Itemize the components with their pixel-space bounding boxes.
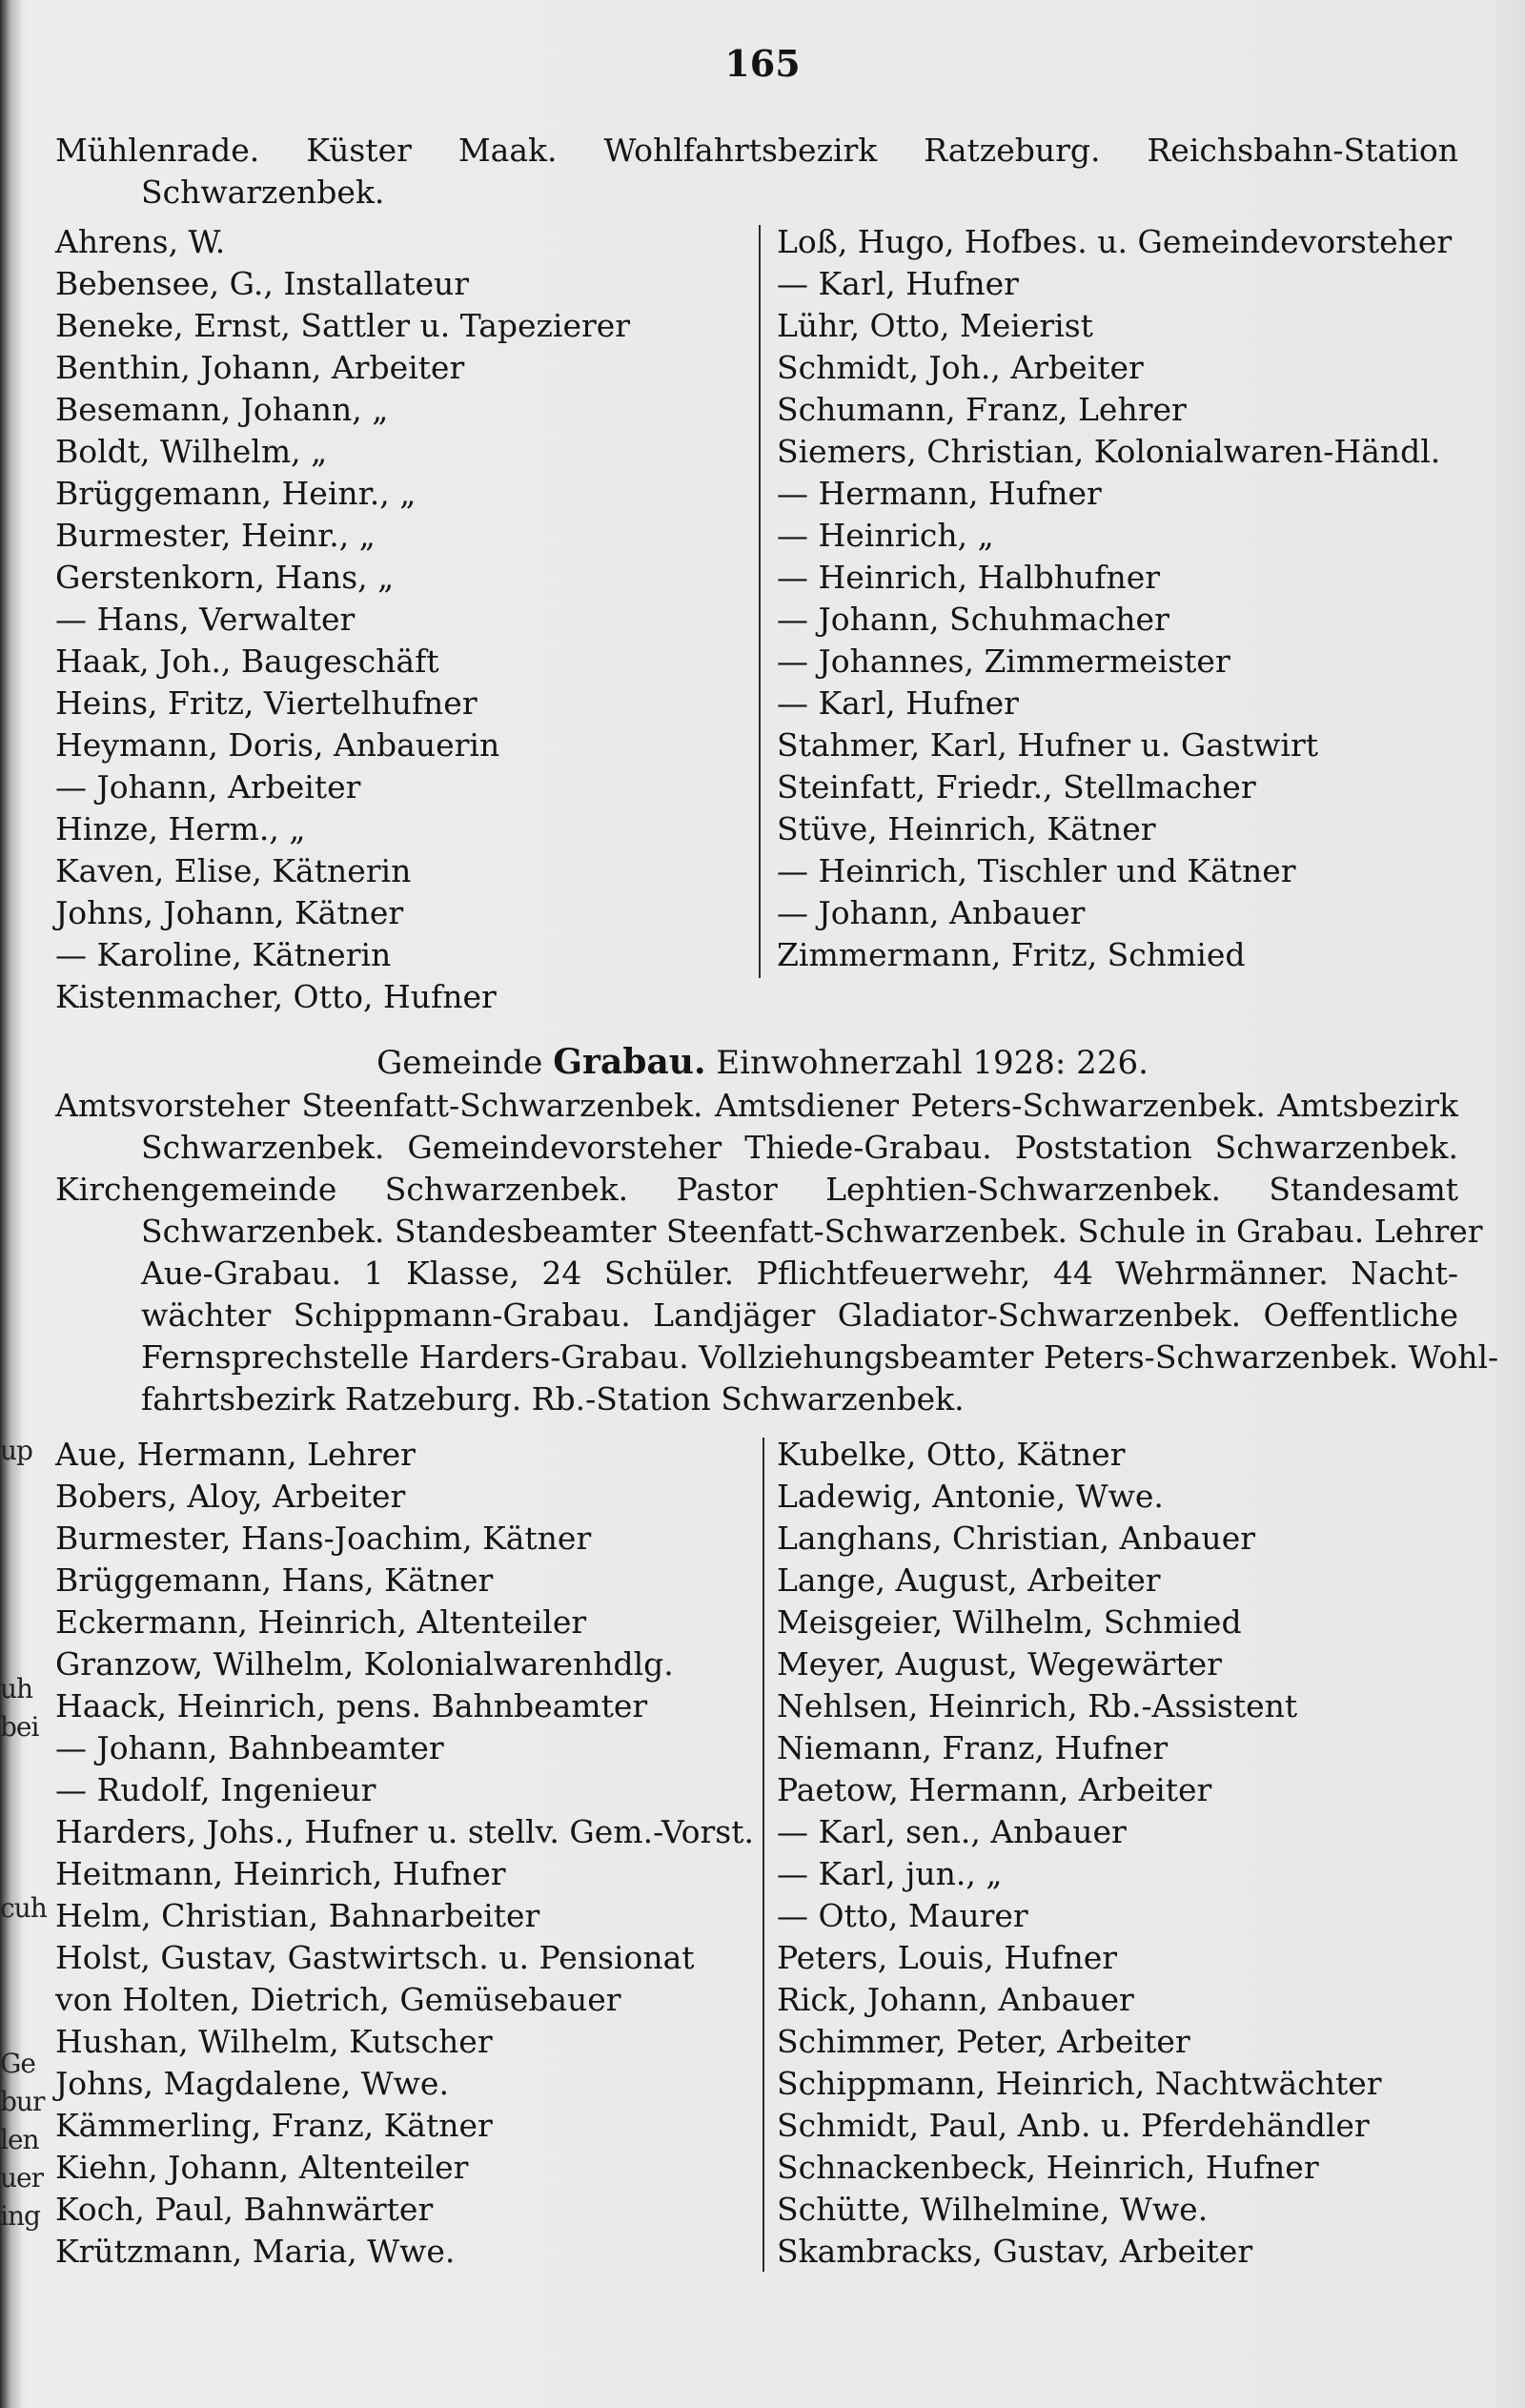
resident-entry: Harders, Johs., Hufner u. stellv. Gem.-Vorst.	[55, 1813, 754, 1850]
resident-entry: Heitmann, Heinrich, Hufner	[55, 1855, 506, 1892]
resident-entry: Ladewig, Antonie, Wwe.	[777, 1478, 1164, 1515]
resident-entry: Kiehn, Johann, Altenteiler	[55, 2149, 469, 2186]
resident-entry: — Johann, Bahnbeamter	[55, 1729, 444, 1766]
resident-entry: Lange, August, Arbeiter	[777, 1561, 1161, 1599]
resident-entry: Kistenmacher, Otto, Hufner	[55, 978, 497, 1015]
municipality-heading	[0, 1041, 1525, 1084]
resident-entry: Aue, Hermann, Lehrer	[55, 1436, 416, 1473]
resident-entry: Johns, Johann, Kätner	[55, 894, 404, 931]
resident-entry: Benthin, Johann, Arbeiter	[55, 349, 465, 386]
intro-line: Schwarzenbek. Standesbeamter Steenfatt-Schwarzenbek. Schule in Grabau. Lehrer	[141, 1213, 1483, 1250]
column-divider	[762, 1438, 764, 2272]
margin-fragment: up	[0, 1435, 32, 1466]
resident-entry: von Holten, Dietrich, Gemüsebauer	[55, 1981, 621, 2018]
resident-entry: — Rudolf, Ingenieur	[55, 1771, 376, 1808]
resident-entry: Peters, Louis, Hufner	[777, 1939, 1118, 1976]
resident-entry: Besemann, Johann, „	[55, 391, 389, 428]
resident-entry: Meyer, August, Wegewärter	[777, 1645, 1222, 1683]
resident-entry: Steinfatt, Friedr., Stellmacher	[777, 768, 1256, 806]
resident-entry: Burmester, Heinr., „	[55, 517, 376, 554]
resident-entry: Kämmerling, Franz, Kätner	[55, 2107, 493, 2144]
resident-entry: Kubelke, Otto, Kätner	[777, 1436, 1126, 1473]
resident-entry: — Karl, jun., „	[777, 1855, 1003, 1892]
section1-intro	[55, 130, 1458, 214]
resident-entry: Schmidt, Paul, Anb. u. Pferdehändler	[777, 2107, 1370, 2144]
margin-fragment: Ge	[0, 2048, 35, 2079]
resident-entry: Schumann, Franz, Lehrer	[777, 391, 1187, 428]
margin-fragment: bur	[0, 2086, 45, 2117]
resident-entry: Koch, Paul, Bahnwärter	[55, 2191, 434, 2228]
resident-entry: Heymann, Doris, Anbauerin	[55, 726, 500, 764]
section2-right-column	[777, 1434, 1463, 2273]
resident-entry: Meisgeier, Wilhelm, Schmied	[777, 1603, 1242, 1641]
resident-entry: Hushan, Wilhelm, Kutscher	[55, 2023, 493, 2060]
column-divider	[759, 225, 761, 978]
resident-entry: Burmester, Hans-Joachim, Kätner	[55, 1520, 592, 1557]
resident-entry: Lühr, Otto, Meierist	[777, 307, 1093, 344]
resident-entry: Eckermann, Heinrich, Altenteiler	[55, 1603, 587, 1641]
resident-entry: Helm, Christian, Bahnarbeiter	[55, 1897, 540, 1934]
resident-entry: Niemann, Franz, Hufner	[777, 1729, 1169, 1766]
intro-line: Fernsprechstelle Harders-Grabau. Vollziehungsbeamter Peters-Schwarzenbek. Wohl-	[141, 1338, 1499, 1376]
resident-entry: — Otto, Maurer	[777, 1897, 1028, 1934]
resident-entry: — Karl, Hufner	[777, 684, 1019, 722]
resident-entry: — Johann, Schuhmacher	[777, 601, 1169, 638]
heading-population: Einwohnerzahl 1928: 226.	[716, 1044, 1149, 1082]
resident-entry: Schippmann, Heinrich, Nachtwächter	[777, 2065, 1382, 2102]
resident-entry: — Karoline, Kätnerin	[55, 936, 392, 973]
resident-entry: Loß, Hugo, Hofbes. u. Gemeindevorsteher	[777, 223, 1453, 260]
intro-line: fahrtsbezirk Ratzeburg. Rb.-Station Schwarzenbek.	[141, 1380, 965, 1418]
resident-entry: Bebensee, G., Installateur	[55, 265, 470, 302]
resident-entry: — Johann, Arbeiter	[55, 768, 361, 806]
resident-entry: Schütte, Wilhelmine, Wwe.	[777, 2191, 1209, 2228]
intro-line: wächter Schippmann-Grabau. Landjäger Gladiator-Schwarzenbek. Oeffentliche	[141, 1296, 1458, 1334]
resident-entry: — Karl, sen., Anbauer	[777, 1813, 1127, 1850]
resident-entry: Zimmermann, Fritz, Schmied	[777, 936, 1246, 973]
intro-line: Kirchengemeinde Schwarzenbek. Pastor Lephtien-Schwarzenbek. Standesamt	[55, 1171, 1458, 1208]
resident-entry: — Johannes, Zimmermeister	[777, 643, 1230, 680]
intro-line: Amtsvorsteher Steenfatt-Schwarzenbek. Amtsdiener Peters-Schwarzenbek. Amtsbezirk	[55, 1087, 1458, 1124]
resident-entry: Brüggemann, Hans, Kätner	[55, 1561, 494, 1599]
resident-entry: — Hermann, Hufner	[777, 475, 1102, 512]
section2-intro	[55, 1085, 1499, 1420]
resident-entry: Brüggemann, Heinr., „	[55, 475, 417, 512]
resident-entry: — Heinrich, „	[777, 517, 994, 554]
resident-entry: Ahrens, W.	[55, 223, 226, 260]
section2-left-column	[55, 1434, 761, 2273]
margin-fragment: ing	[0, 2200, 40, 2232]
resident-entry: Stahmer, Karl, Hufner u. Gastwirt	[777, 726, 1318, 764]
resident-entry: Rick, Johann, Anbauer	[777, 1981, 1134, 2018]
margin-fragment: cuh	[0, 1892, 47, 1924]
resident-entry: Paetow, Hermann, Arbeiter	[777, 1771, 1212, 1808]
resident-entry: Bobers, Aloy, Arbeiter	[55, 1478, 406, 1515]
resident-entry: — Johann, Anbauer	[777, 894, 1086, 931]
margin-fragment: uer	[0, 2162, 43, 2194]
resident-entry: Skambracks, Gustav, Arbeiter	[777, 2233, 1253, 2270]
page-number: 165	[724, 42, 801, 85]
resident-entry: Stüve, Heinrich, Kätner	[777, 810, 1156, 847]
margin-fragment: len	[0, 2124, 39, 2155]
resident-entry: Krützmann, Maria, Wwe.	[55, 2233, 456, 2270]
resident-entry: — Hans, Verwalter	[55, 601, 356, 638]
resident-entry: Holst, Gustav, Gastwirtsch. u. Pensionat	[55, 1939, 695, 1976]
resident-entry: Hinze, Herm., „	[55, 810, 306, 847]
resident-entry: Haack, Heinrich, pens. Bahnbeamter	[55, 1687, 648, 1724]
intro-line: Schwarzenbek. Gemeindevorsteher Thiede-Grabau. Poststation Schwarzenbek.	[141, 1129, 1458, 1166]
intro-line: Aue-Grabau. 1 Klasse, 24 Schüler. Pflichtfeuerwehr, 44 Wehrmänner. Nacht-	[141, 1255, 1458, 1292]
resident-entry: Haak, Joh., Baugeschäft	[55, 643, 439, 680]
resident-entry: — Heinrich, Halbhufner	[777, 559, 1161, 596]
margin-fragment: uh	[0, 1673, 33, 1704]
intro-line: Schwarzenbek.	[141, 173, 385, 211]
resident-entry: — Karl, Hufner	[777, 265, 1019, 302]
resident-entry: Schnackenbeck, Heinrich, Hufner	[777, 2149, 1319, 2186]
heading-prefix: Gemeinde	[376, 1044, 543, 1082]
resident-entry: Kaven, Elise, Kätnerin	[55, 852, 412, 889]
resident-entry: Schimmer, Peter, Arbeiter	[777, 2023, 1190, 2060]
resident-entry: Beneke, Ernst, Sattler u. Tapezierer	[55, 307, 631, 344]
section1-right-column	[777, 221, 1463, 976]
resident-entry: Boldt, Wilhelm, „	[55, 433, 328, 470]
heading-place: Grabau.	[553, 1042, 706, 1082]
resident-entry: Siemers, Christian, Kolonialwaren-Händl.	[777, 433, 1441, 470]
resident-entry: Langhans, Christian, Anbauer	[777, 1520, 1255, 1557]
resident-entry: Gerstenkorn, Hans, „	[55, 559, 395, 596]
resident-entry: Schmidt, Joh., Arbeiter	[777, 349, 1144, 386]
resident-entry: Granzow, Wilhelm, Kolonialwarenhdlg.	[55, 1645, 674, 1683]
resident-entry: Johns, Magdalene, Wwe.	[55, 2065, 449, 2102]
resident-entry: Heins, Fritz, Viertelhufner	[55, 684, 478, 722]
margin-fragment: bei	[0, 1711, 39, 1743]
resident-entry: — Heinrich, Tischler und Kätner	[777, 852, 1296, 889]
section1-left-column	[55, 221, 742, 1018]
intro-line: Mühlenrade. Küster Maak. Wohlfahrtsbezirk Ratzeburg. Reichsbahn-Station	[55, 132, 1458, 169]
resident-entry: Nehlsen, Heinrich, Rb.-Assistent	[777, 1687, 1298, 1724]
